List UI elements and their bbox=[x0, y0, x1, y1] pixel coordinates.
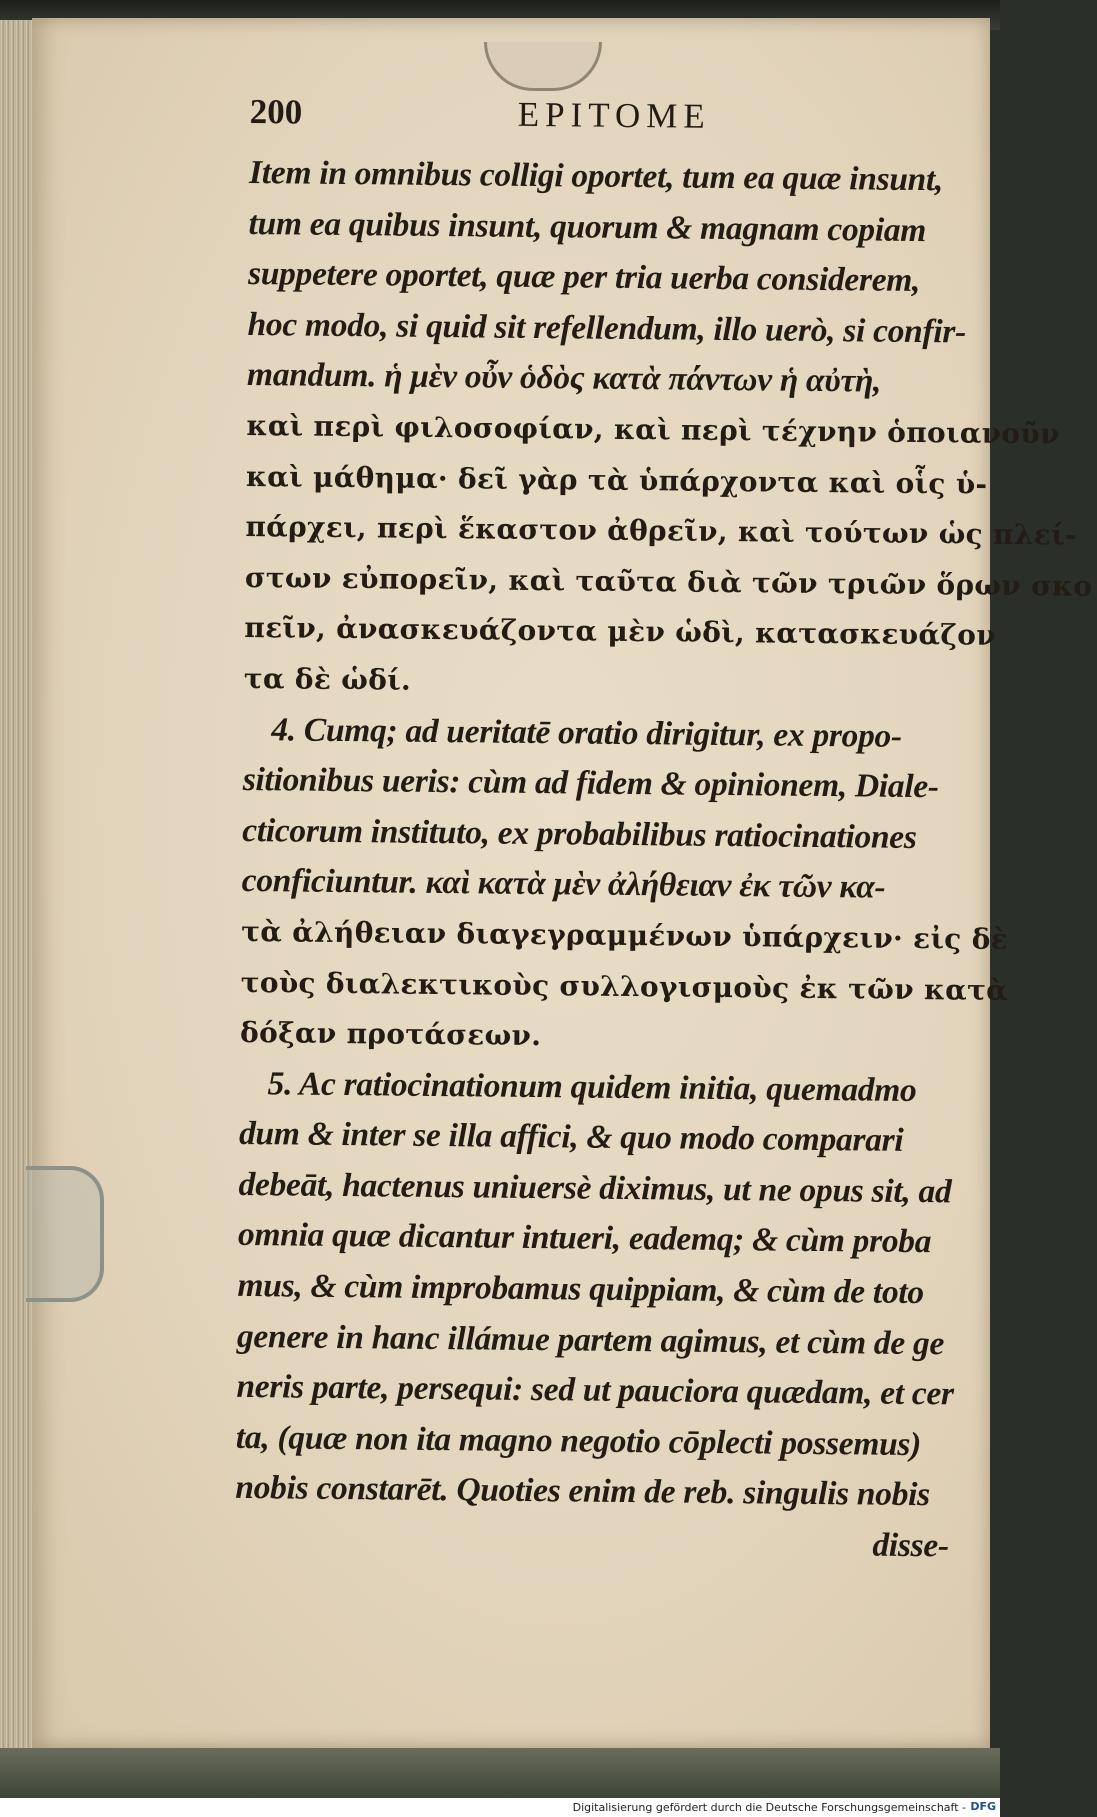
text-line: conficiuntur. καὶ κατὰ μὲν ἀλήθειαν ἐκ τῶν κα- bbox=[241, 862, 886, 907]
book-page-edges bbox=[0, 20, 36, 1750]
greek-text-line: στων εὐπορεῖν, καὶ ταῦτα διὰ τῶν τριῶν ὅρων σκο bbox=[244, 560, 1093, 603]
text-line: ta, (quæ non ita magno negotio cōplecti possemus) bbox=[235, 1418, 922, 1463]
text-line: cticorum instituto, ex probabilibus ratiocinationes bbox=[242, 811, 917, 856]
section-4-start: 4. Cumq; ad ueritatē oratio dirigitur, ex propo- bbox=[271, 710, 903, 755]
running-title: EPITOME bbox=[517, 94, 712, 136]
greek-text-line: τὰ ἀλήθειαν διαγεγραμμένων ὑπάρχειν· εἰς δὲ bbox=[241, 914, 1009, 956]
text-line: mandum. ἡ μὲν οὖν ὁδὸς κατὰ πάντων ἡ αὐτὴ, bbox=[246, 356, 882, 400]
page-clip-top bbox=[484, 42, 602, 91]
text-line: omnia quæ dicantur intueri, eademq; & cùm proba bbox=[237, 1216, 932, 1261]
greek-text-line: καὶ περὶ φιλοσοφίαν, καὶ περὶ τέχνην ὁποιανοῦν bbox=[246, 408, 1060, 451]
text-line: mus, & cùm improbamus quippiam, & cùm de toto bbox=[237, 1266, 925, 1312]
book-bottom-edge bbox=[0, 1748, 1000, 1798]
greek-text-line: τα δὲ ὡδί. bbox=[243, 661, 412, 697]
greek-text-line: καὶ μάθημα· δεῖ γὰρ τὰ ὑπάρχοντα καὶ οἷς ὑ- bbox=[245, 459, 988, 501]
text-line: neris parte, persequi: sed ut pauciora quædam, et cer bbox=[236, 1368, 954, 1413]
greek-text-line: πεῖν, ἀνασκευάζοντα μὲν ὡδὶ, κατασκευάζον bbox=[244, 611, 997, 653]
page-clip-left bbox=[26, 1166, 104, 1302]
text-line: dum & inter se illa affici, & quo modo comparari bbox=[238, 1115, 904, 1160]
text-line: Item in omnibus colligi oportet, tum ea quæ insunt, bbox=[248, 153, 944, 199]
greek-text-line: τοὺς διαλεκτικοὺς συλλογισμοὺς ἐκ τῶν κατὰ bbox=[240, 965, 1009, 1007]
greek-text-line: δόξαν προτάσεων. bbox=[239, 1016, 542, 1053]
digitization-footer bbox=[0, 1798, 1000, 1817]
footer-credit: Digitalisierung gefördert durch die Deutsche Forschungsgemeinschaft - bbox=[572, 1801, 966, 1814]
catchword: disse- bbox=[872, 1526, 950, 1565]
page-number: 200 bbox=[249, 92, 303, 132]
page-text-block bbox=[235, 92, 1093, 1572]
text-line: tum ea quibus insunt, quorum & magnam copiam bbox=[248, 204, 927, 249]
text-line: debeāt, hactenus uniuersè diximus, ut ne opus sit, ad bbox=[238, 1165, 952, 1211]
running-head bbox=[249, 92, 970, 156]
text-line: sitionibus ueris: cùm ad fidem & opinionem, Diale- bbox=[242, 761, 939, 806]
greek-text-line: πάρχει, περὶ ἕκαστον ἀθρεῖν, καὶ τούτων ὡς πλεί- bbox=[245, 510, 1078, 552]
text-line: nobis constarēt. Quoties enim de reb. singulis nobis bbox=[235, 1469, 931, 1514]
dfg-logo: DFG bbox=[970, 1800, 996, 1813]
section-5-start: 5. Ac ratiocinationum quidem initia, quemadmo bbox=[267, 1064, 917, 1109]
text-line: genere in hanc illámue partem agimus, et cùm de ge bbox=[236, 1317, 945, 1362]
text-line: hoc modo, si quid sit refellendum, illo uerò, si confir- bbox=[247, 305, 967, 351]
text-line: suppetere oportet, quæ per tria uerba considerem, bbox=[247, 255, 921, 300]
